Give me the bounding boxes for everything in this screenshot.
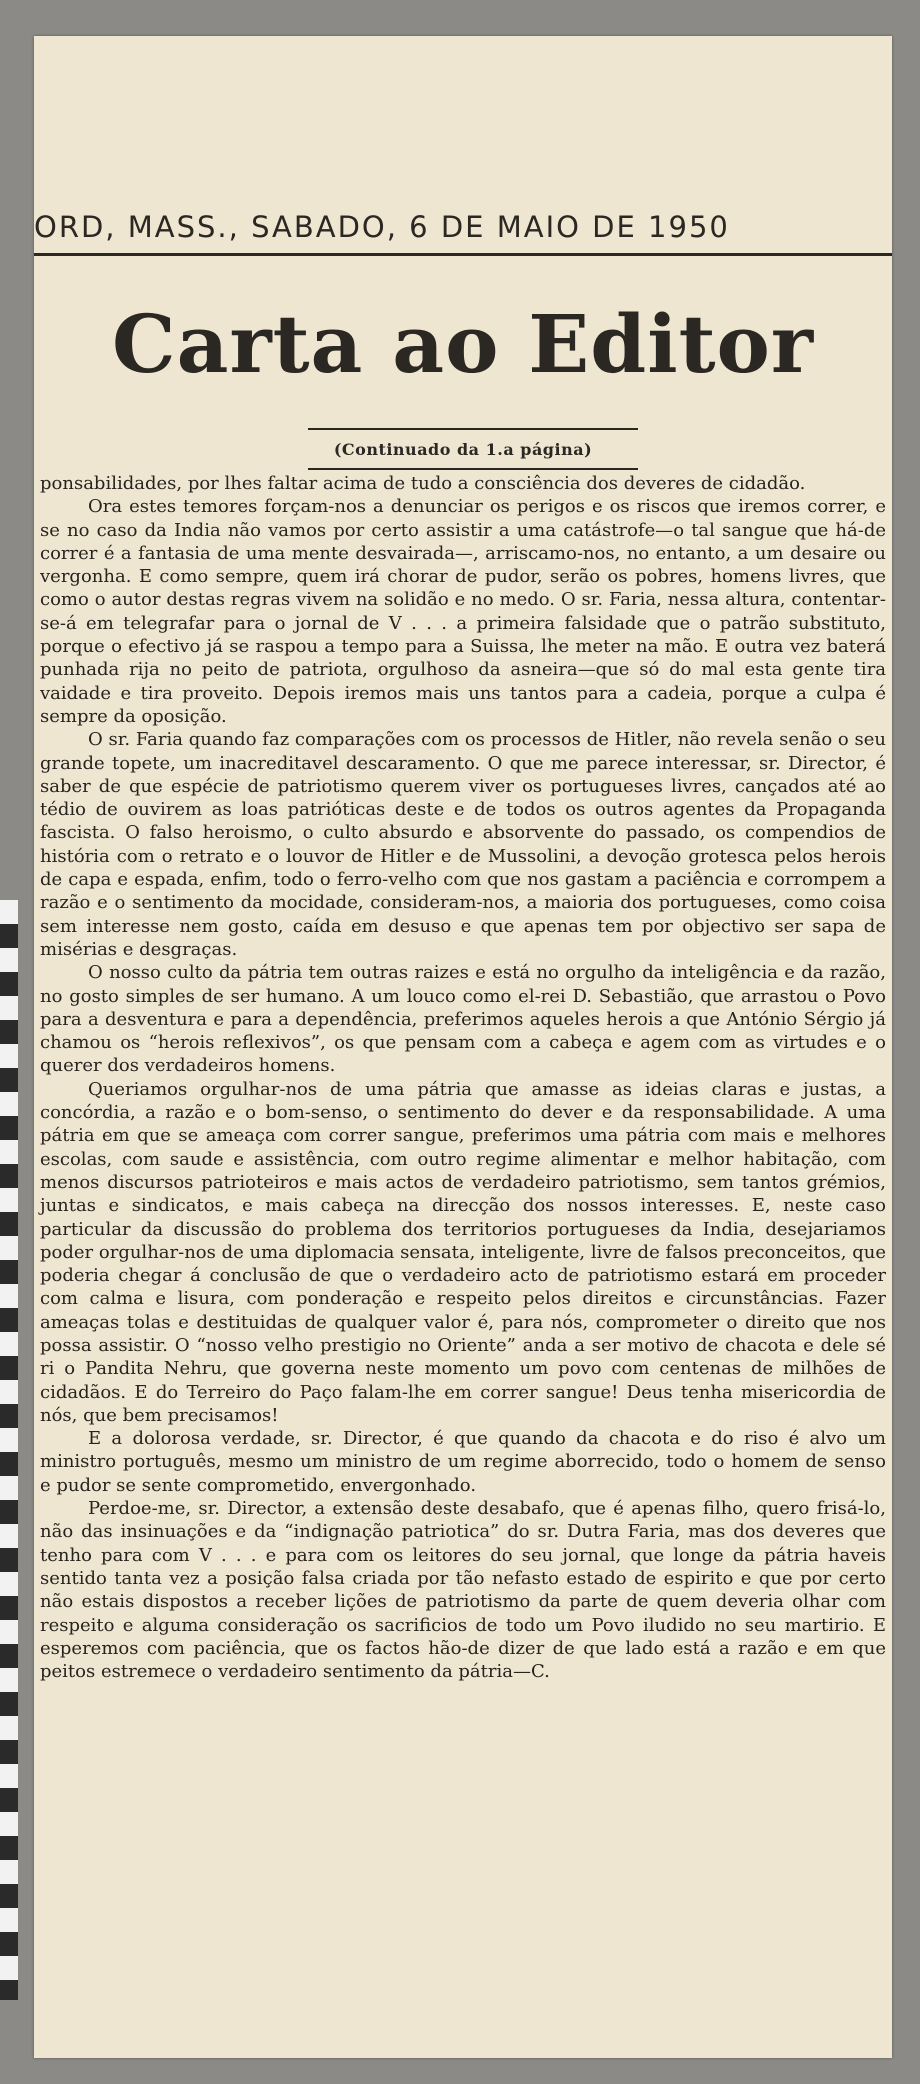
paragraph: E a dolorosa verdade, sr. Director, é que quando da chacota e do riso é alvo um ministro português, mesmo um ministro de um regime aborrecido, todo o homem de senso e pudor se sente comprometido, envergonhado. bbox=[40, 1428, 886, 1496]
article-title: Carta ao Editor bbox=[111, 297, 815, 391]
paragraph: ponsabilidades, por lhes faltar acima de tudo a consciência dos deveres de cidadão. bbox=[40, 473, 806, 494]
paragraph: Queriamos orgulhar-nos de uma pátria que amasse as ideias claras e justas, a concórdia, a razão e o bom-senso, o sentimento do dever e da responsabilidade. A uma pátria em que se ameaça com correr sangue, preferimos uma pátria com mais e melhores escolas, com saude e assistência, com outro regime alimentar e melhor habitação, com menos discursos patrioteiros e mais actos de verdadeiro patriotismo, sem tantos grémios, juntas e sindicatos, e mais cabeça na direcção dos nossos interesses. E, neste caso particular da discussão do problema dos territorios portugueses da India, desejariamos poder orgulhar-nos de uma diplomacia sensata, inteligente, livre de falsos preconceitos, que poderia chegar á conclusão de que o verdadeiro acto de patriotismo estará em proceder com calma e lisura, com ponderação e respeito pelos direitos e circunstâncias. Fazer ameaças tolas e destituidas de qualquer valor é, para nós, comprometer o direito que nos possa assistir. O “nosso velho prestigio no Oriente” anda a ser motivo de chacota e dele sé ri o Pandita Nehru, que governa neste momento um povo com centenas de milhões de cidadãos. E do Terreiro do Paço falam-lhe em correr sangue! Deus tenha misericordia de nós, que bem precisamos! bbox=[40, 1078, 886, 1426]
paragraph: O nosso culto da pátria tem outras raizes e está no orgulho da inteligência e da razão, no gosto simples de ser humano. A um louco como el-rei D. Sebastião, que arrastou o Povo para a desventura e para a dependência, preferimos aqueles herois a que António Sérgio já chamou os “herois reflexivos”, os que pensam com a cabeça e agem com as virtudes e o querer dos verdadeiros homens. bbox=[40, 962, 886, 1077]
title-rule-lower bbox=[308, 468, 638, 470]
color-calibration-strip bbox=[0, 900, 18, 2000]
title-rule-upper bbox=[308, 428, 638, 430]
header-rule bbox=[34, 253, 892, 256]
article-body bbox=[40, 472, 886, 1683]
newspaper-clipping bbox=[34, 36, 892, 2058]
paragraph: Perdoe-me, sr. Director, a extensão deste desabafo, que é apenas filho, quero frisá-lo, não das insinuações e da “indignação patriotica” do sr. Dutra Faria, mas dos deveres que tenho para com V . . . e para com os leitores do seu jornal, que longe da pátria haveis sentido tanta vez a posição falsa criada por tão nefasto estado de espirito e que por certo não estais dispostos a receber lições de patriotismo da parte de quem deveria olhar com respeito e alguma consideração os sacrificios de todo um Povo iludido no seu martirio. E esperemos com paciência, que os factos hão-de dizer de que lado está a razão e em que peitos estremece o verdadeiro sentimento da pátria—C. bbox=[40, 1498, 886, 1683]
paragraph: O sr. Faria quando faz comparações com os processos de Hitler, não revela senão o seu grande topete, um inacreditavel descaramento. O que me parece interessar, sr. Director, é saber de que espécie de patriotismo querem viver os portugueses livres, cançados até ao tédio de ouvirem as loas patrióticas deste e de todos os outros agentes da Propaganda fascista. O falso heroismo, o culto absurdo e absorvente do passado, os compendios de história com o retrato e o louvor de Hitler e de Mussolini, a devoção grotesca pelos herois de capa e espada, enfim, todo o ferro-velho com que nos gastam a paciência e corrompem a razão e o sentimento da mocidade, consideram-nos, a maioria dos portugueses, como coisa sem interesse nem gosto, caída em desuso e que apenas tem por objectivo ser sapa de misérias e desgraças. bbox=[40, 729, 886, 960]
continued-note: (Continuado da 1.a página) bbox=[333, 440, 593, 459]
dateline: ORD, MASS., SABADO, 6 DE MAIO DE 1950 bbox=[34, 210, 730, 244]
paragraph: Ora estes temores forçam-nos a denunciar os perigos e os riscos que iremos correr, e se no caso da India não vamos por certo assistir a uma catástrofe—o tal sangue que há-de correr é a fantasia de uma mente desvairada—, arriscamo-nos, no entanto, a um desaire ou vergonha. E como sempre, quem irá chorar de pudor, serão os pobres, homens livres, que como o autor destas regras vivem na solidão e no medo. O sr. Faria, nessa altura, contentar-se-á em telegrafar para o jornal de V . . . a primeira falsidade que o patrão substituto, porque o efectivo já se raspou a tempo para a Suissa, lhe meter na mão. E outra vez baterá punhada rija no peito de patriota, orgulhoso da asneira—que só do mal esta gente tira vaidade e tira proveito. Depois iremos mais uns tantos para a cadeia, porque a culpa é sempre da oposição. bbox=[40, 496, 886, 727]
